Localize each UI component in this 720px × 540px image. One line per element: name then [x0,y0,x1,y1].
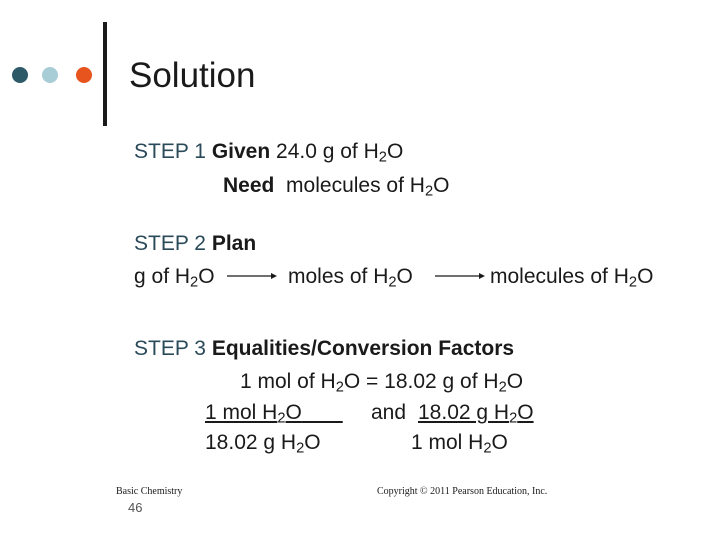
step1-given-label: Given [211,140,271,163]
factor1-numerator: 1 mol $H_2O$ [205,401,302,427]
plan-arrow-1 [227,270,277,282]
step3-heading: Equalities/Conversion Factors [211,337,515,360]
plan-item-molecules: molecules of $H_2O$ [490,265,654,291]
step1-label: STEP 1 [134,140,206,163]
plan-item-grams: g of $H_2O$ [134,265,215,291]
slide-title: Solution [129,56,256,95]
factor2-numerator: 18.02 g $H_2O$ [418,401,534,427]
step1-need-value: molecules of $H_2O$ [286,174,450,200]
step1-need-line [223,174,449,198]
footer-book-title: Basic Chemistry [116,486,183,497]
step1-given-value: 24.0 g of $H_2O$ [276,140,404,166]
bullet-dot-orange [76,67,92,83]
step1-given-line [134,140,403,164]
title-divider-bar [103,22,107,126]
bullet-dot-light [42,67,58,83]
equality-statement: 1 mol of $H_2O = 18.02$ g of $H_2O$ [240,370,524,396]
step2-heading-line [134,232,256,256]
footer-copyright: Copyright © 2011 Pearson Education, Inc. [377,486,548,497]
page-number: 46 [128,500,143,515]
factor1-denominator: 18.02 g $H_2O$ [205,431,321,457]
factor2-denominator: 1 mol $H_2O$ [411,431,508,457]
plan-arrow-2 [435,270,485,282]
step2-label: STEP 2 [134,232,206,255]
and-connector: and [371,401,407,424]
step2-heading: Plan [211,232,257,255]
step3-label: STEP 3 [134,337,206,360]
step1-need-label: Need [223,174,275,197]
bullet-dot-dark [12,67,28,83]
step3-heading-line [134,337,514,361]
plan-item-moles: moles of $H_2O$ [288,265,413,291]
